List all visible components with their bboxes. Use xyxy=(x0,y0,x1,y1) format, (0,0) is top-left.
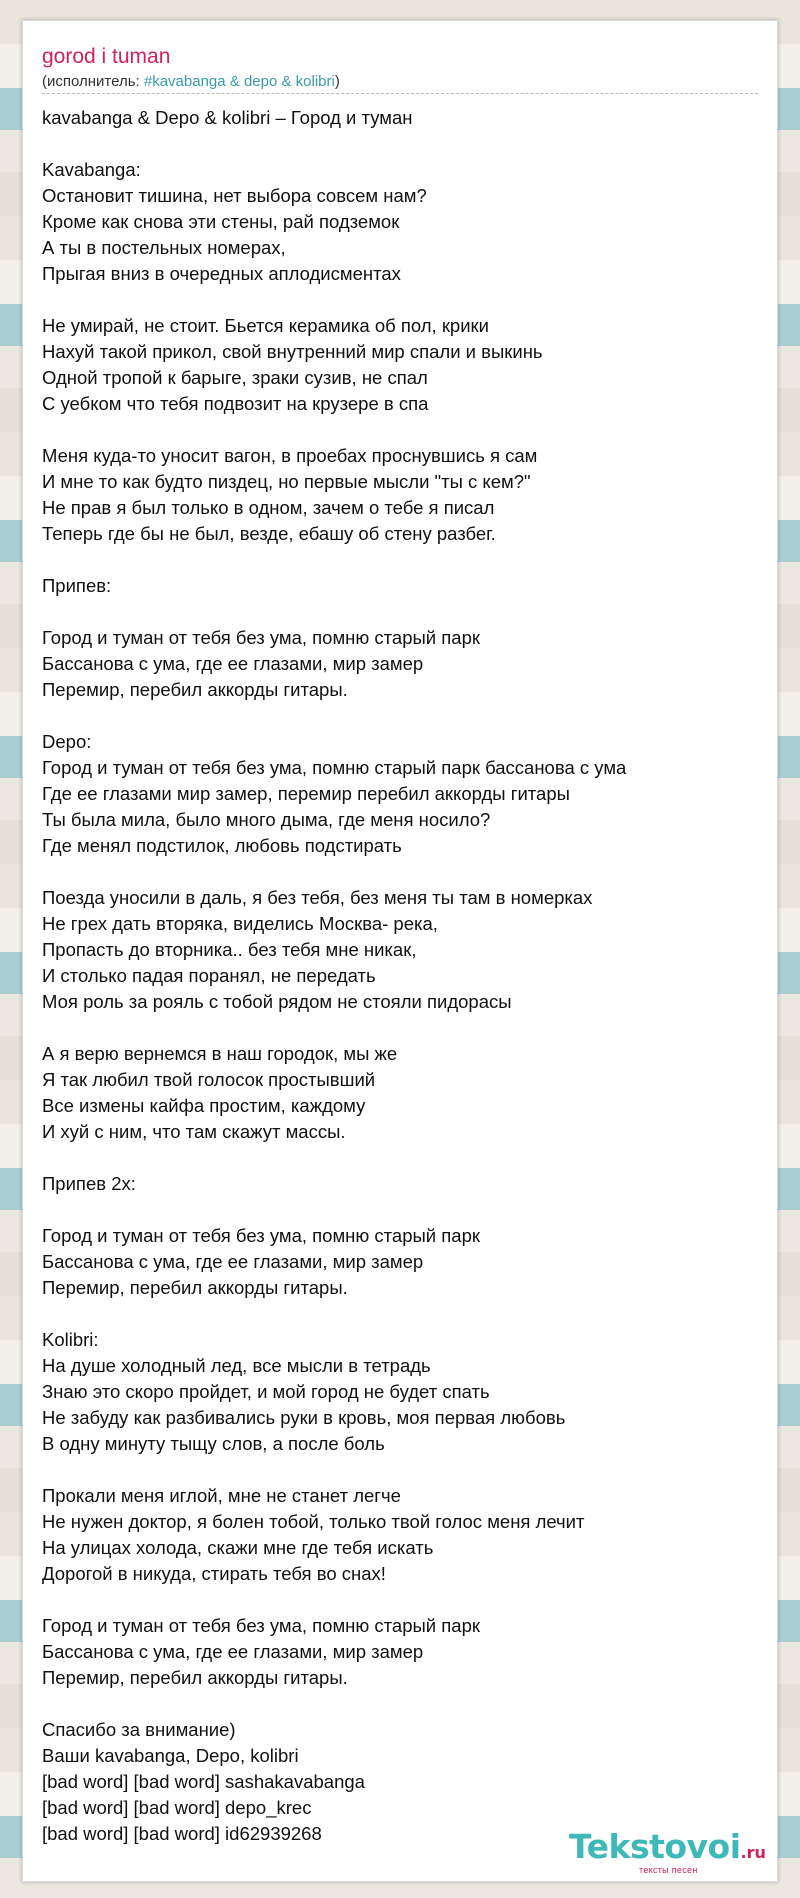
logo-main: Tekstovoi xyxy=(569,1827,741,1866)
logo-tagline: тексты песен xyxy=(639,1865,698,1875)
divider xyxy=(42,93,758,94)
artist-line xyxy=(42,73,340,90)
site-logo[interactable] xyxy=(569,1827,766,1875)
artist-prefix: (исполнитель: xyxy=(42,73,144,90)
song-title: gorod i tuman xyxy=(42,45,171,68)
artist-suffix: ) xyxy=(334,73,340,90)
artist-link[interactable]: #kavabanga & depo & kolibri xyxy=(143,73,335,90)
lyrics-card xyxy=(22,20,778,1882)
lyrics-text: kavabanga & Depo & kolibri – Город и туман Kavabanga: Остановит тишина, нет выбора совсем нам? Кроме как снова эти стены, рай подземок А ты в постельных номерах, Прыгая вниз в очередных аплодисментах Не умирай, не стоит. Бьется керамика об пол, крики Нахуй такой прикол, свой внутренний мир спали и выкинь Одной тропой к барыге, зраки сузив, не спал С уебком что тебя подвозит на крузере в спа Меня куда-то уносит вагон, в проебах проснувшись я сам И мне то как будто пиздец, но первые мысли "ты с кем?" Не прав я был только в одном, зачем о тебе я писал Теперь где бы не был, везде, ебашу об стену разбег. Припев: Город и туман от тебя без ума, помню старый парк Бассанова с ума, где ее глазами, мир замер Перемир, перебил аккорды гитары. Depo: Город и туман от тебя без ума, помню старый парк бассанова с ума Где ее глазами мир замер, перемир перебил аккорды гитары Ты была мила, было много дыма, где меня носило? Где менял подстилок, любовь подстирать Поезда уносили в даль, я без тебя, без меня ты там в номерках Не грех дать вторяка, виделись Москва- река, Пропасть до вторника.. без тебя мне никак, И столько падая поранял, не передать Моя роль за рояль с тобой рядом не стояли пидорасы А я верю вернемся в наш городок, мы же Я так любил твой голосок простывший Все измены кайфа простим, каждому И хуй с ним, что там скажут массы. Припев 2х: Город и туман от тебя без ума, помню старый парк Бассанова с ума, где ее глазами, мир замер Перемир, перебил аккорды гитары. Kolibri: На душе холодный лед, все мысли в тетрадь Знаю это скоро пройдет, и мой город не будет спать Не забуду как разбивались руки в кровь, моя первая любовь В одну минуту тыщу слов, а после боль Прокали меня иглой, мне не станет легче Не нужен доктор, я болен тобой, только твой голос меня лечит На улицах холода, скажи мне где тебя искать Дорогой в никуда, стирать тебя во снах! Город и туман от тебя без ума, помню старый парк Бассанова с ума, где ее глазами, мир замер Перемир, перебил аккорды гитары. Спасибо за внимание) Ваши kavabanga, Depo, kolibri [bad word] [bad word] sashakavabanga [bad word] [bad word] depo_krec [bad word] [bad word] id62939268 xyxy=(42,107,627,1844)
logo-tld: .ru xyxy=(740,1843,766,1862)
